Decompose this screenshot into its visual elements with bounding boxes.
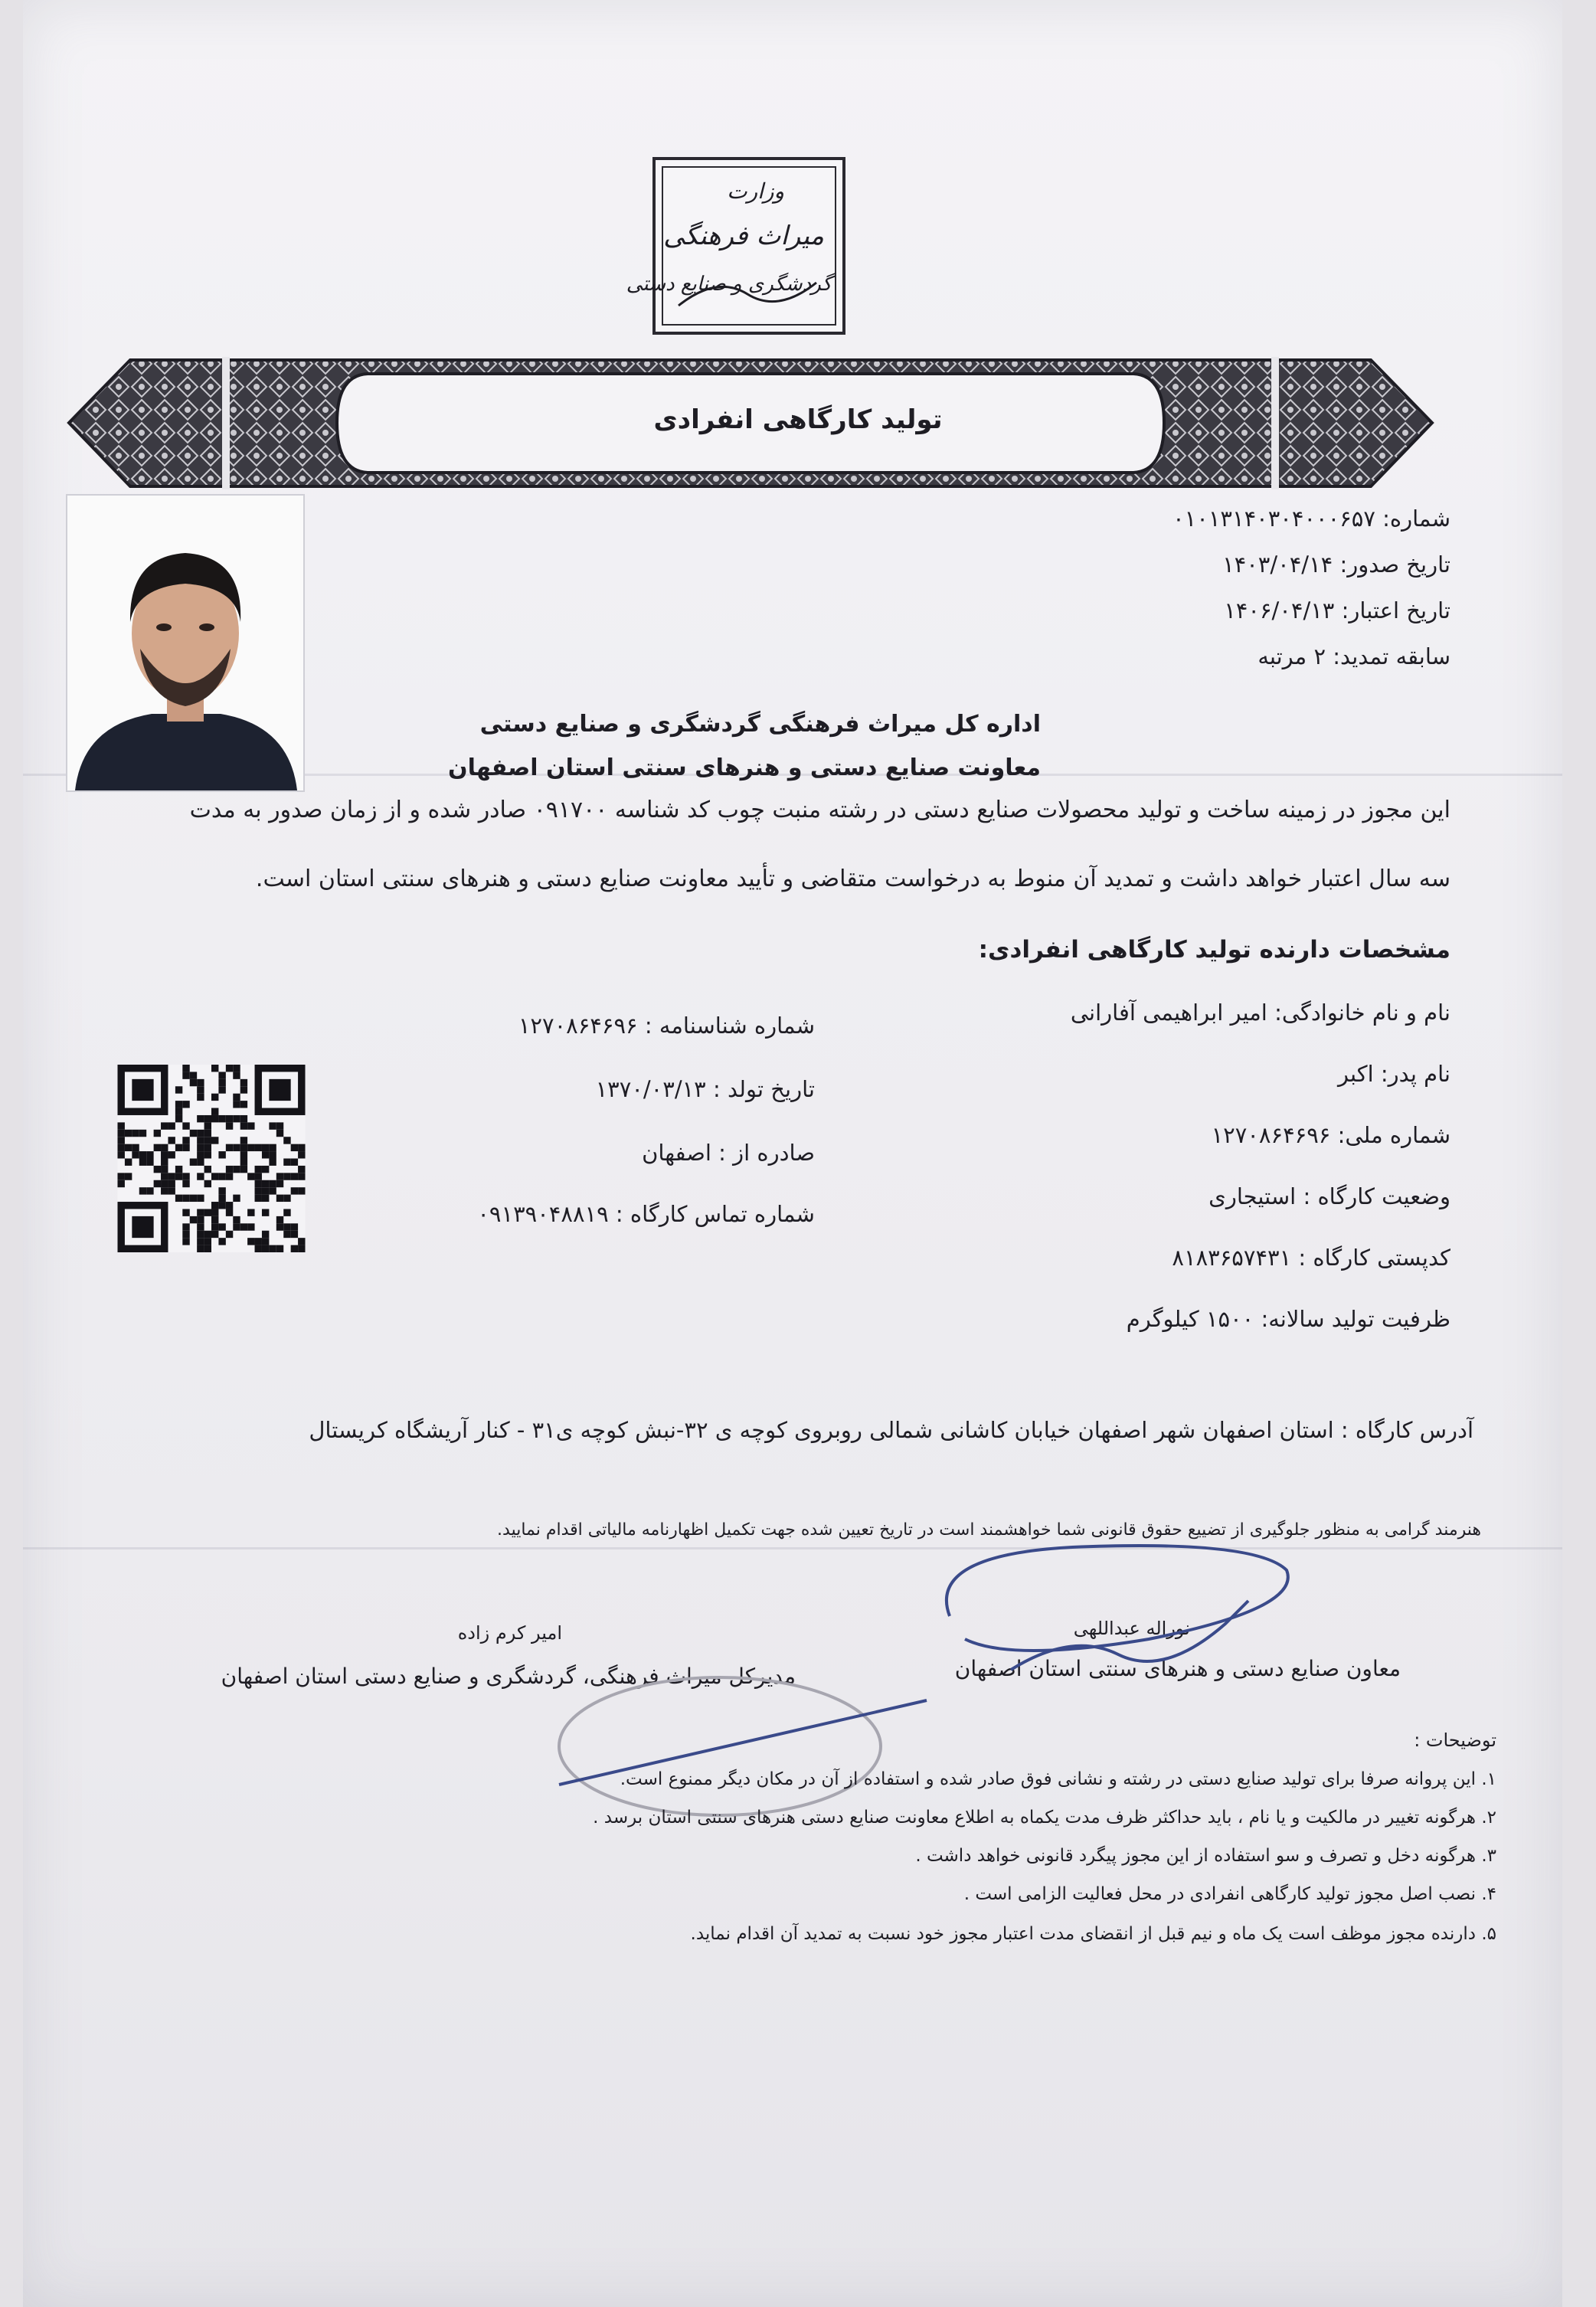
notes-heading: توضیحات :: [1414, 1729, 1496, 1751]
note-item-5: ۵. دارنده مجوز موظف است یک ماه و نیم قبل از انقضای مدت اعتبار مجوز خود نسبت به تمدید آن اقدام نماید.: [690, 1924, 1496, 1944]
note-item-3: ۳. هرگونه دخل و تصرف و سو استفاده از این مجوز پیگرد قانونی خواهد داشت .: [915, 1846, 1496, 1866]
birth-date: تاریخ تولد : ۱۳۷۰/۰۳/۱۳: [595, 1076, 815, 1102]
workshop-address: آدرس کارگاه : استان اصفهان شهر اصفهان خیابان کاشانی شمالی روبروی کوچه ی ۳۲-نبش کوچه ی۳۱ - کنار آریشگاه کریستال: [309, 1417, 1473, 1443]
document-title: تولید کارگاهی انفرادی: [653, 404, 943, 435]
paper-crease: [23, 1547, 1562, 1549]
issued-from: صادره از : اصفهان: [642, 1140, 815, 1166]
workshop-postal-code: کدپستی کارگاه : ۸۱۸۳۶۵۷۴۳۱: [1172, 1245, 1450, 1271]
authority-line-2: معاونت صنایع دستی و هنرهای سنتی استان اصفهان: [447, 754, 1041, 781]
logo-line-2: میراث فرهنگی: [663, 221, 824, 251]
director-name: امیر کرم زاده: [457, 1622, 562, 1644]
ministry-emblem: [626, 157, 845, 335]
expiry-date: تاریخ اعتبار: ۱۴۰۶/۰۴/۱۳: [1224, 597, 1450, 623]
issue-date: تاریخ صدور: ۱۴۰۳/۰۴/۱۴: [1222, 551, 1450, 578]
deputy-signature: [919, 1524, 1317, 1670]
license-number: شماره: ۰۱۰۱۳۱۴۰۳۰۴۰۰۰۶۵۷: [1172, 506, 1450, 532]
birth-certificate-number: شماره شناسنامه : ۱۲۷۰۸۶۴۶۹۶: [518, 1013, 815, 1039]
director-title: مدیرکل میراث فرهنگی، گردشگری و صنایع دستی استان اصفهان: [221, 1664, 796, 1689]
note-item-4: ۴. نصب اصل مجوز تولید کارگاهی انفرادی در محل فعالیت الزامی است .: [963, 1884, 1496, 1904]
logo-line-1: وزارت: [727, 178, 784, 204]
holder-national-id: شماره ملی: ۱۲۷۰۸۶۴۶۹۶: [1211, 1122, 1450, 1148]
authority-line-1: اداره کل میراث فرهنگی گردشگری و صنایع دستی: [479, 711, 1041, 738]
workshop-phone: شماره تماس کارگاه : ۰۹۱۳۹۰۴۸۸۱۹: [477, 1201, 815, 1227]
holder-heading: مشخصات دارنده تولید کارگاهی انفرادی:: [978, 936, 1450, 964]
tax-notice: هنرمند گرامی به منظور جلوگیری از تضییع حقوق قانونی شما خواهشمند است در تاریخ تعیین شده جهت تکمیل اظهارنامه مالیاتی اقدام نمایید.: [497, 1520, 1481, 1540]
qr-code[interactable]: [112, 1065, 311, 1252]
stamp-circle: [528, 1654, 957, 1823]
workshop-status: وضعیت کارگاه : استیجاری: [1208, 1183, 1450, 1209]
holder-father-name: نام پدر: اکبر: [1338, 1061, 1450, 1087]
annual-capacity: ظرفیت تولید سالانه: ۱۵۰۰ کیلوگرم: [1126, 1306, 1450, 1332]
license-body-line-2: سه سال اعتبار خواهد داشت و تمدید آن منوط به درخواست متقاضی و تأیید معاونت صنایع دستی و هنرهای سنتی استان است.: [255, 866, 1450, 892]
deputy-title: معاون صنایع دستی و هنرهای سنتی استان اصفهان: [954, 1656, 1401, 1681]
renewal-history: سابقه تمدید: ۲ مرتبه: [1258, 643, 1450, 669]
logo-line-3: گردشگری و صنایع دستی: [626, 273, 832, 296]
portrait-photo: [66, 494, 305, 792]
calligraphy-logo-icon: [626, 160, 842, 332]
note-item-2: ۲. هرگونه تغییر در مالکیت و یا نام ، باید حداکثر ظرف مدت یکماه به اطلاع معاونت صنایع دستی هنرهای سنتی استان برسد .: [593, 1808, 1496, 1828]
license-body-line-1: این مجوز در زمینه ساخت و تولید محصولات صنایع دستی در رشته منبت چوب کد شناسه ۰۹۱۷۰۰ صادر شده و از زمان صدور به مدت: [189, 797, 1450, 823]
deputy-name: نوراله عبداللهی: [1073, 1618, 1190, 1639]
note-item-1: ۱. این پروانه صرفا برای تولید صنایع دستی در رشته و نشانی فوق صادر شده و استفاده از آن در مکان دیگر ممنوع است.: [620, 1769, 1496, 1789]
holder-full-name: نام و نام خانوادگی: امیر ابراهیمی آفارانی: [1070, 1000, 1450, 1026]
